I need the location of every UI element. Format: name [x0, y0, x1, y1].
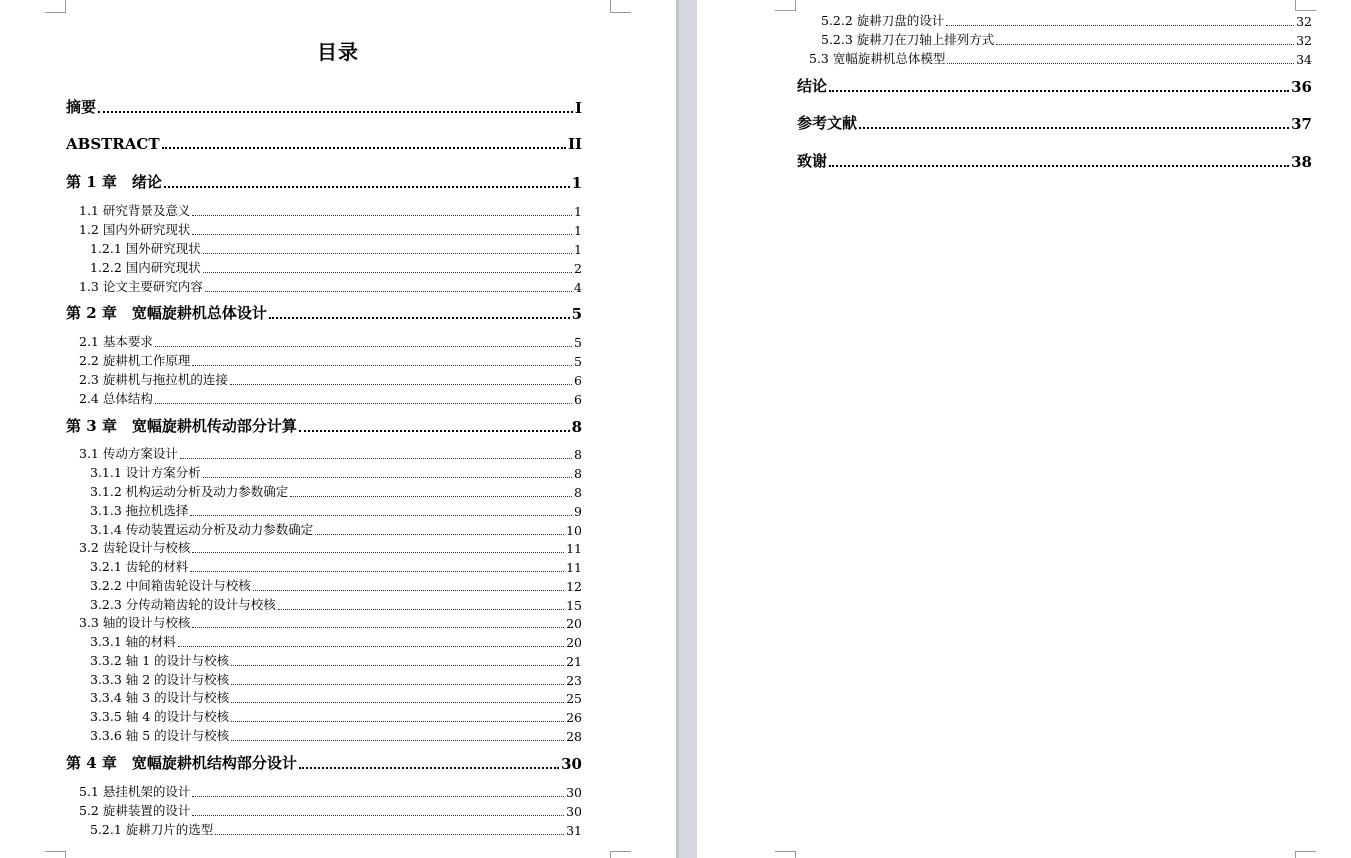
dot-leader [203, 272, 572, 273]
toc-page-number: 8 [574, 447, 582, 462]
toc-entry-label: 1.2.1 国外研究现状 [90, 241, 201, 256]
toc-page-number: 25 [566, 691, 582, 706]
toc-entry-label: 3.3.1 轴的材料 [90, 634, 176, 649]
toc-page-number: 11 [566, 541, 582, 556]
toc-heading-entry[interactable] [66, 415, 582, 436]
toc-page-number: 23 [566, 673, 582, 688]
toc-entry-label: 第 1 章 绪论 [66, 173, 162, 191]
toc-entry-label: 3.1.1 设计方案分析 [90, 465, 201, 480]
dot-leader [269, 317, 570, 319]
dot-leader [192, 365, 572, 366]
toc-page-number: 20 [566, 616, 582, 631]
dot-leader [203, 253, 572, 254]
toc-page-number: 6 [574, 392, 582, 407]
toc-entry-label: 2.2 旋耕机工作原理 [79, 353, 191, 368]
dot-leader [315, 534, 564, 535]
toc-entry[interactable] [90, 557, 582, 575]
toc-entry[interactable] [79, 277, 582, 295]
dot-leader [162, 147, 566, 149]
page-gap [676, 0, 697, 858]
toc-entry[interactable] [821, 30, 1312, 48]
toc-page-number: 36 [1291, 78, 1312, 96]
toc-entry[interactable] [79, 538, 582, 556]
dot-leader [231, 721, 564, 722]
toc-entry-label: 1.1 研究背景及意义 [79, 203, 191, 218]
toc-page-number: 38 [1291, 153, 1312, 171]
toc-entry[interactable] [79, 351, 582, 369]
dot-leader [192, 234, 572, 235]
toc-page-number: 5 [571, 305, 582, 323]
toc-heading-entry[interactable] [66, 171, 582, 192]
dot-leader [996, 44, 1294, 45]
toc-heading-entry[interactable] [797, 150, 1312, 171]
toc-entry-label: 1.3 论文主要研究内容 [79, 279, 203, 294]
dot-leader [164, 186, 570, 188]
dot-leader [180, 458, 572, 459]
toc-entry-label: 3.1.2 机构运动分析及动力参数确定 [90, 484, 289, 499]
toc-page-number: 31 [566, 823, 582, 838]
dot-leader [192, 215, 572, 216]
dot-leader [230, 384, 572, 385]
toc-page-number: 8 [571, 418, 582, 436]
toc-entry-label: 2.1 基本要求 [79, 334, 153, 349]
toc-page-number: 10 [566, 523, 582, 538]
toc-entry-label: 1.2.2 国内研究现状 [90, 260, 201, 275]
toc-entry-label: 3.2 齿轮设计与校核 [79, 540, 191, 555]
crop-mark [1295, 0, 1316, 11]
toc-page-number: 2 [574, 261, 582, 276]
toc-entry-label: 3.2.2 中间箱齿轮设计与校核 [90, 578, 251, 593]
toc-entry-label: 3.2.3 分传动箱齿轮的设计与校核 [90, 597, 276, 612]
toc-entry[interactable] [90, 820, 582, 838]
toc-page-number: 6 [574, 373, 582, 388]
crop-mark [1295, 851, 1316, 858]
toc-entry-label: 第 2 章 宽幅旋耕机总体设计 [66, 304, 267, 322]
toc-entry-label: 3.3.5 轴 4 的设计与校核 [90, 709, 230, 724]
toc-entry-label: 2.4 总体结构 [79, 391, 153, 406]
toc-heading-entry[interactable] [797, 112, 1312, 133]
dot-leader [98, 111, 573, 113]
toc-entry-label: 3.3.4 轴 3 的设计与校核 [90, 690, 230, 705]
crop-mark [45, 851, 66, 858]
toc-page-number: 11 [566, 560, 582, 575]
dot-leader [278, 609, 564, 610]
dot-leader [155, 346, 572, 347]
dot-leader [190, 571, 564, 572]
crop-mark [775, 0, 796, 11]
toc-page-number: II [567, 135, 582, 153]
toc-entry[interactable] [79, 220, 582, 238]
toc-page-number: 34 [1296, 52, 1312, 67]
toc-page-number: 30 [566, 804, 582, 819]
toc-page-number: 12 [566, 579, 582, 594]
toc-page-number: 30 [566, 785, 582, 800]
toc-page-number: 20 [566, 635, 582, 650]
dot-leader [215, 834, 564, 835]
toc-entry[interactable] [90, 670, 582, 688]
toc-page-number: 21 [566, 654, 582, 669]
toc-entry-label: 3.3.3 轴 2 的设计与校核 [90, 672, 230, 687]
toc-entry[interactable] [90, 595, 582, 613]
toc-page-number: 9 [574, 504, 582, 519]
toc-page-number: 1 [574, 223, 582, 238]
toc-entry[interactable] [90, 726, 582, 744]
toc-entry-label: 5.2.2 旋耕刀盘的设计 [821, 13, 945, 28]
toc-entry[interactable] [90, 501, 582, 519]
toc-entry-label: 2.3 旋耕机与拖拉机的连接 [79, 372, 228, 387]
dot-leader [299, 767, 559, 769]
dot-leader [829, 90, 1289, 92]
toc-entry[interactable] [79, 613, 582, 631]
toc-heading-entry[interactable] [797, 75, 1312, 96]
crop-mark [775, 851, 796, 858]
toc-page-number: 26 [566, 710, 582, 725]
toc-entry[interactable] [90, 632, 582, 650]
dot-leader [178, 646, 564, 647]
toc-entry[interactable] [90, 688, 582, 706]
dot-leader [859, 127, 1289, 129]
toc-entry[interactable] [79, 801, 582, 819]
dot-leader [829, 165, 1289, 167]
toc-page-number: 1 [574, 242, 582, 257]
dot-leader [299, 430, 570, 432]
toc-heading-entry[interactable] [66, 96, 582, 117]
toc-entry-label: 5.2.3 旋耕刀在刀轴上排列方式 [821, 32, 995, 47]
crop-mark [610, 0, 631, 13]
toc-page-number: 28 [566, 729, 582, 744]
toc-entry[interactable] [90, 258, 582, 276]
toc-entry-label: 第 4 章 宽幅旋耕机结构部分设计 [66, 754, 297, 772]
dot-leader [190, 515, 572, 516]
document-page-right [697, 0, 1351, 858]
dot-leader [192, 796, 564, 797]
page-gap-shadow [676, 0, 679, 858]
crop-mark [45, 0, 66, 13]
crop-mark [610, 851, 631, 858]
toc-entry-label: 5.1 悬挂机架的设计 [79, 784, 191, 799]
page-title: 目录 [317, 40, 359, 64]
toc-page-number: 32 [1296, 33, 1312, 48]
dot-leader [253, 590, 564, 591]
dot-leader [192, 627, 564, 628]
toc-page-number: 5 [574, 354, 582, 369]
toc-page-number: 30 [561, 755, 582, 773]
toc-entry[interactable] [79, 389, 582, 407]
toc-entry-label: 3.3 轴的设计与校核 [79, 615, 191, 630]
toc-page-number: 1 [574, 204, 582, 219]
toc-entry[interactable] [90, 520, 582, 538]
toc-entry-label: 3.1 传动方案设计 [79, 446, 178, 461]
toc-entry-label: 结论 [797, 77, 828, 95]
toc-page-number: 32 [1296, 14, 1312, 29]
toc-entry-label: 致谢 [797, 152, 828, 170]
toc-page-number: 1 [571, 174, 582, 192]
toc-heading-entry[interactable] [66, 302, 582, 323]
dot-leader [290, 496, 572, 497]
toc-entry-label: 3.3.2 轴 1 的设计与校核 [90, 653, 230, 668]
toc-page-number: 5 [574, 335, 582, 350]
toc-entry[interactable] [821, 11, 1312, 29]
toc-page-number: 15 [566, 598, 582, 613]
toc-entry-label: 参考文献 [797, 114, 858, 132]
toc-heading-entry[interactable] [66, 752, 582, 773]
toc-entry[interactable] [90, 707, 582, 725]
toc-page-number: I [574, 99, 582, 117]
toc-page-number: 8 [574, 485, 582, 500]
dot-leader [155, 403, 572, 404]
toc-entry-label: 3.3.6 轴 5 的设计与校核 [90, 728, 230, 743]
toc-entry-label: 1.2 国内外研究现状 [79, 222, 191, 237]
toc-entry[interactable] [90, 482, 582, 500]
dot-leader [231, 684, 564, 685]
toc-entry-label: 3.1.3 拖拉机选择 [90, 503, 189, 518]
toc-entry-label: 3.1.4 传动装置运动分析及动力参数确定 [90, 522, 314, 537]
toc-heading-entry[interactable] [66, 135, 582, 153]
toc-entry[interactable] [79, 782, 582, 800]
toc-entry-label: 摘要 [66, 98, 97, 116]
dot-leader [205, 291, 572, 292]
dot-leader [947, 63, 1294, 64]
dot-leader [231, 702, 564, 703]
toc-entry[interactable] [79, 201, 582, 219]
toc-entry[interactable] [90, 239, 582, 257]
toc-page-number: 37 [1291, 115, 1312, 133]
dot-leader [203, 477, 572, 478]
toc-entry-label: 第 3 章 宽幅旋耕机传动部分计算 [66, 417, 297, 435]
dot-leader [192, 552, 564, 553]
toc-entry[interactable] [79, 332, 582, 350]
toc-entry-label: 3.2.1 齿轮的材料 [90, 559, 189, 574]
toc-entry-label: 5.3 宽幅旋耕机总体模型 [809, 51, 946, 66]
toc-entry[interactable] [809, 49, 1312, 67]
dot-leader [231, 740, 564, 741]
toc-entry[interactable] [90, 651, 582, 669]
dot-leader [946, 25, 1294, 26]
toc-entry-label: 5.2.1 旋耕刀片的选型 [90, 822, 214, 837]
toc-entry[interactable] [79, 370, 582, 388]
toc-entry-label: ABSTRACT [66, 135, 160, 153]
toc-entry[interactable] [79, 444, 582, 462]
dot-leader [192, 815, 564, 816]
toc-entry-label: 5.2 旋耕装置的设计 [79, 803, 191, 818]
toc-page-number: 8 [574, 466, 582, 481]
toc-entry[interactable] [90, 576, 582, 594]
dot-leader [231, 665, 564, 666]
toc-page-number: 4 [574, 280, 582, 295]
toc-entry[interactable] [90, 463, 582, 481]
